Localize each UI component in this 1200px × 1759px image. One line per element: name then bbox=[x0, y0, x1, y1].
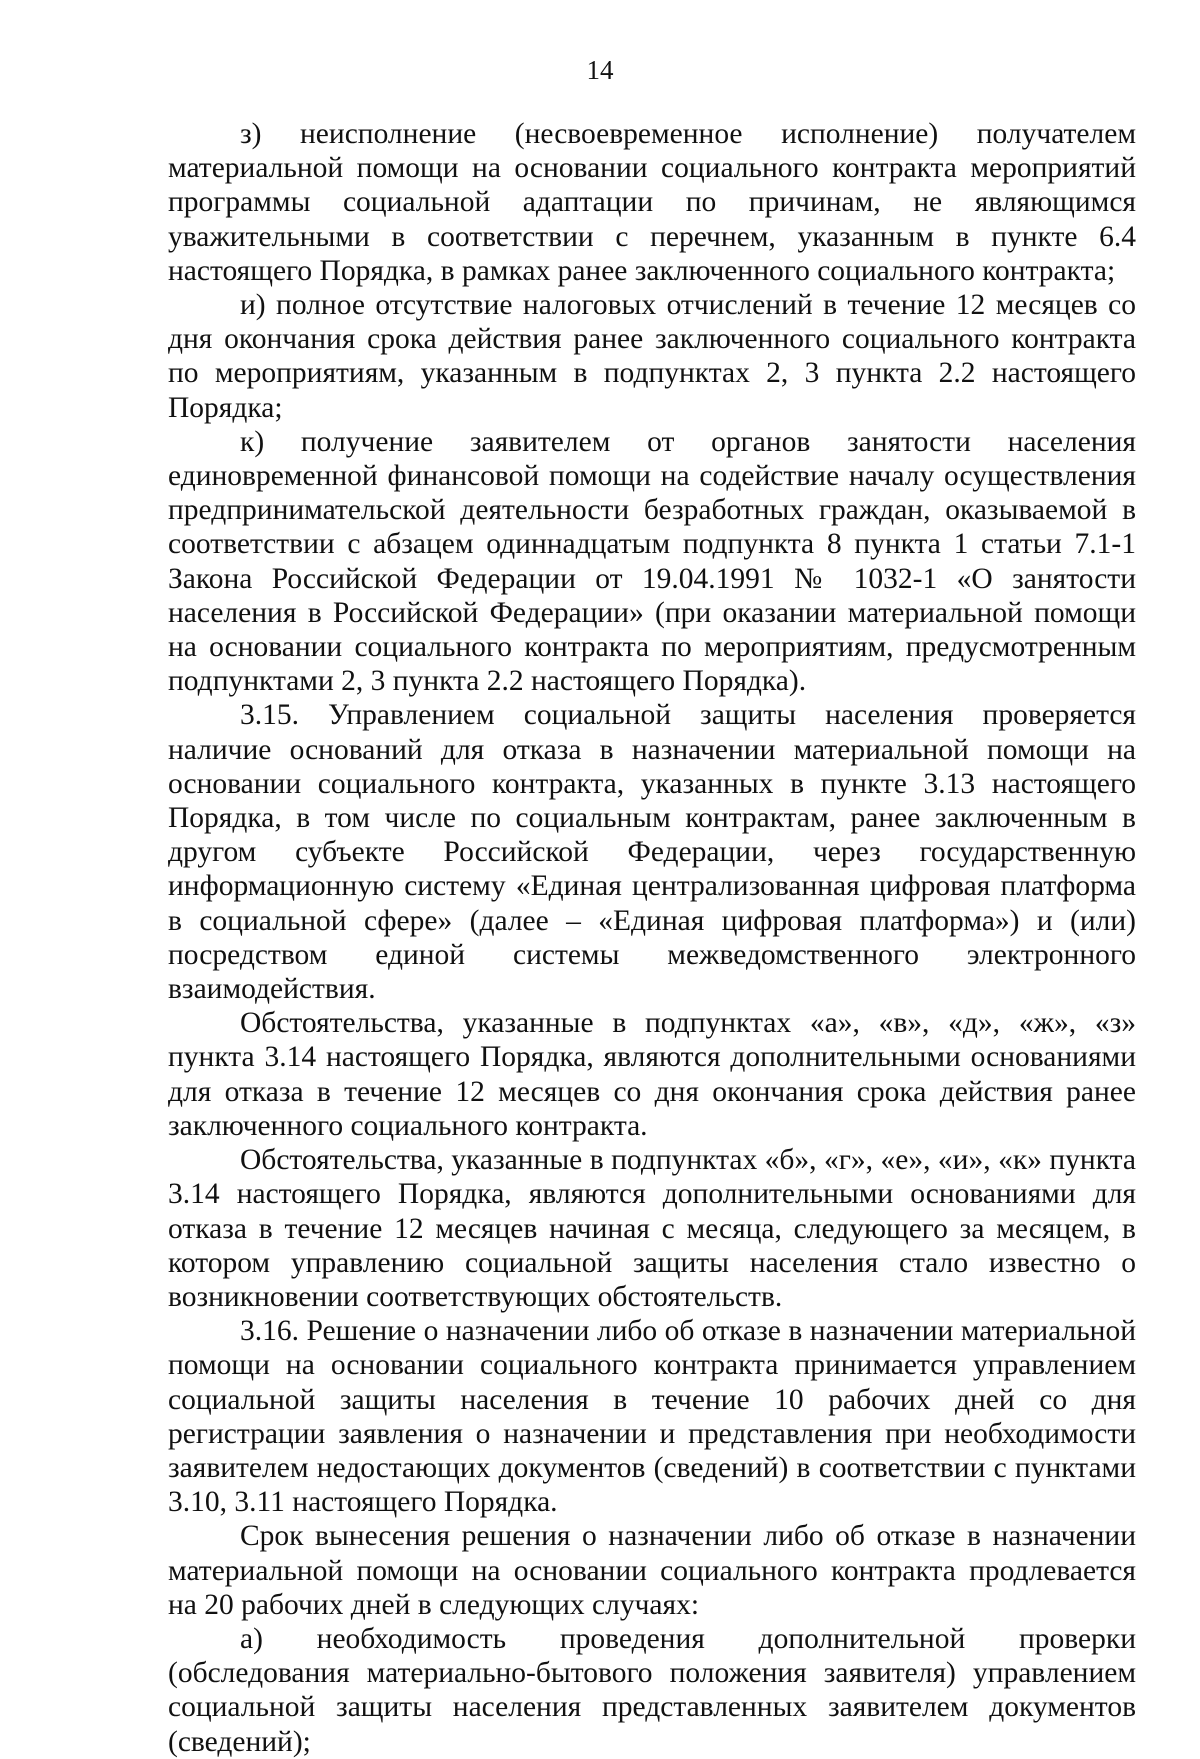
paragraph-k: к) получение заявителем от органов занятости населения единовременной финансовой помощи на содействие началу осуществления предпринимательской деятельности безработных граждан, оказываемой в соответствии с абзацем одиннадцатым подпункта 8 пункта 1 статьи 7.1-1 Закона Российской Федерации от 19.04.1991 № 1032-1 «О занятости населения в Российской Федерации» (при оказании материальной помощи на основании социального контракта по мероприятиям, предусмотренным подпунктами 2, 3 пункта 2.2 настоящего Порядка). bbox=[168, 425, 1136, 698]
paragraph-extension: Срок вынесения решения о назначении либо об отказе в назначении материальной помощи на основании социального контракта продлевается на 20 рабочих дней в следующих случаях: bbox=[168, 1520, 1136, 1621]
paragraph-3-15: 3.15. Управлением социальной защиты населения проверяется наличие оснований для отказа в назначении материальной помощи на основании социального контракта, указанных в пункте 3.13 настоящего Порядка, в том числе по социальным контрактам, ранее заключенным в другом субъекте Российской Федерации, через государственную информационную систему «Единая централизованная цифровая платформа в социальной сфере» (далее – «Единая цифровая платформа») и (или) посредством единой системы межведомственного электронного взаимодействия. bbox=[168, 699, 1136, 1006]
paragraph-i: и) полное отсутствие налоговых отчислений в течение 12 месяцев со дня окончания срока действия ранее заключенного социального контракта по мероприятиям, указанным в подпунктах 2, 3 пункта 2.2 настоящего Порядка; bbox=[168, 289, 1136, 424]
page-number: 14 bbox=[586, 55, 614, 85]
paragraph-3-16: 3.16. Решение о назначении либо об отказе в назначении материальной помощи на основании социального контракта принимается управлением социальной защиты населения в течение 10 рабочих дней со дня регистрации заявления о назначении и представления при необходимости заявителем недостающих документов (сведений) в соответствии с пунктами 3.10, 3.11 настоящего Порядка. bbox=[168, 1315, 1136, 1519]
paragraph-z: з) неисполнение (несвоевременное исполнение) получателем материальной помощи на основании социального контракта мероприятий программы социальной адаптации по причинам, не являющимся уважительными в соответствии с перечнем, указанным в пункте 6.4 настоящего Порядка, в рамках ранее заключенного социального контракта; bbox=[168, 118, 1136, 287]
paragraph-a: а) необходимость проведения дополнительной проверки (обследования материально-бытового положения заявителя) управлением социальной защиты населения представленных заявителем документов (сведений); bbox=[168, 1622, 1136, 1758]
document-body bbox=[168, 117, 1136, 1759]
paragraph-circumstances-1: Обстоятельства, указанные в подпунктах «а», «в», «д», «ж», «з» пункта 3.14 настоящего Порядка, являются дополнительными основаниями для отказа в течение 12 месяцев со дня окончания срока действия ранее заключенного социального контракта. bbox=[168, 1007, 1136, 1142]
paragraph-circumstances-2: Обстоятельства, указанные в подпунктах «б», «г», «е», «и», «к» пункта 3.14 настоящего Порядка, являются дополнительными основаниями для отказа в течение 12 месяцев начиная с месяца, следующего за месяцем, в котором управлению социальной защиты населения стало известно о возникновении соответствующих обстоятельств. bbox=[168, 1144, 1136, 1313]
